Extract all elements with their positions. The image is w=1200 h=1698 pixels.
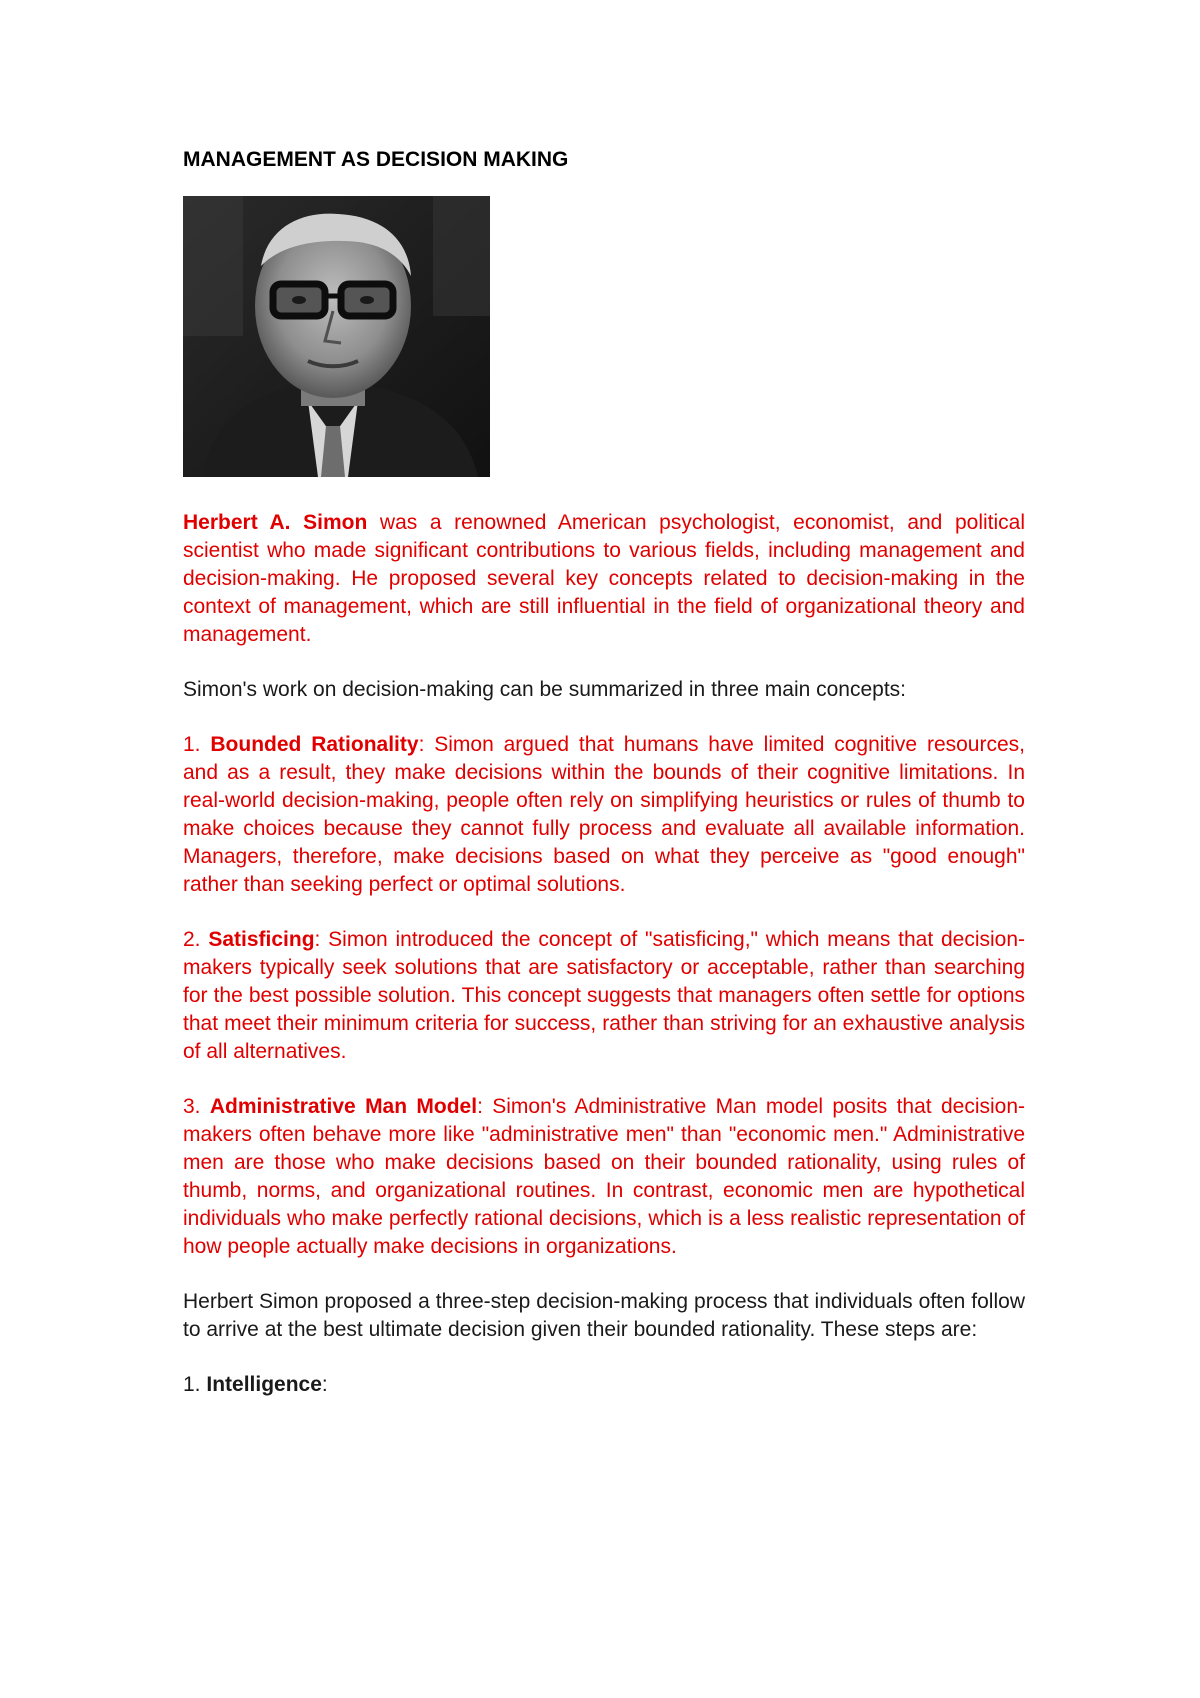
concept-text: : Simon argued that humans have limited cognitive resources, and as a result, they make decisions within the bounds of their cognitive limitations. In real-world decision-making, people often rely on simplifying heuristics or rules of thumb to make choices because they cannot fully process and evaluate all available information. Managers, therefore, make decisions based on what they perceive as "good enough" rather than seeking perfect or optimal solutions.	[183, 733, 1025, 896]
step-term: Intelligence	[206, 1373, 322, 1396]
intro-text: was a renowned American psychologist, economist, and political scientist who made significant contributions to various fields, including management and decision-making. He proposed several key concepts related to decision-making in the context of management, which are still influential in the field of organizational theory and management.	[183, 511, 1026, 646]
document-page	[183, 148, 1025, 1426]
step-intelligence	[183, 1371, 1025, 1399]
portrait-photo	[183, 196, 490, 477]
concept-term: Satisficing	[208, 928, 315, 951]
summary-line: Simon's work on decision-making can be summarized in three main concepts:	[183, 678, 907, 701]
intro-name: Herbert A. Simon	[183, 511, 368, 534]
concept-number: 2.	[183, 928, 209, 951]
concept-text: : Simon's Administrative Man model posits that decision-makers often behave more like "administrative men" than "economic men." Administrative men are those who make decisions based on their bounded rationality, using rules of thumb, norms, and organizational routines. In contrast, economic men are hypothetical individuals who make perfectly rational decisions, which is a less realistic representation of how people actually make decisions in organizations.	[183, 1095, 1026, 1258]
step-number: 1.	[183, 1373, 207, 1396]
concept-term: Administrative Man Model	[209, 1095, 478, 1118]
document-title: MANAGEMENT AS DECISION MAKING	[183, 148, 569, 171]
step-text: :	[321, 1373, 328, 1396]
concept-bounded-rationality	[183, 731, 1025, 899]
concept-satisficing	[183, 926, 1025, 1066]
intro-paragraph	[183, 509, 1025, 649]
concept-number: 1.	[183, 733, 211, 756]
concept-text: : Simon introduced the concept of "satisficing," which means that decision-makers typically seek solutions that are satisfactory or acceptable, rather than searching for the best possible solution. This concept suggests that managers often settle for options that meet their minimum criteria for success, rather than striving for an exhaustive analysis of all alternatives.	[183, 928, 1025, 1063]
process-intro: Herbert Simon proposed a three-step decision-making process that individuals often follow to arrive at the best ultimate decision given their bounded rationality. These steps are:	[183, 1290, 1025, 1341]
concept-term: Bounded Rationality	[210, 733, 419, 756]
concept-administrative-man	[183, 1093, 1025, 1261]
concept-number: 3.	[183, 1095, 210, 1118]
